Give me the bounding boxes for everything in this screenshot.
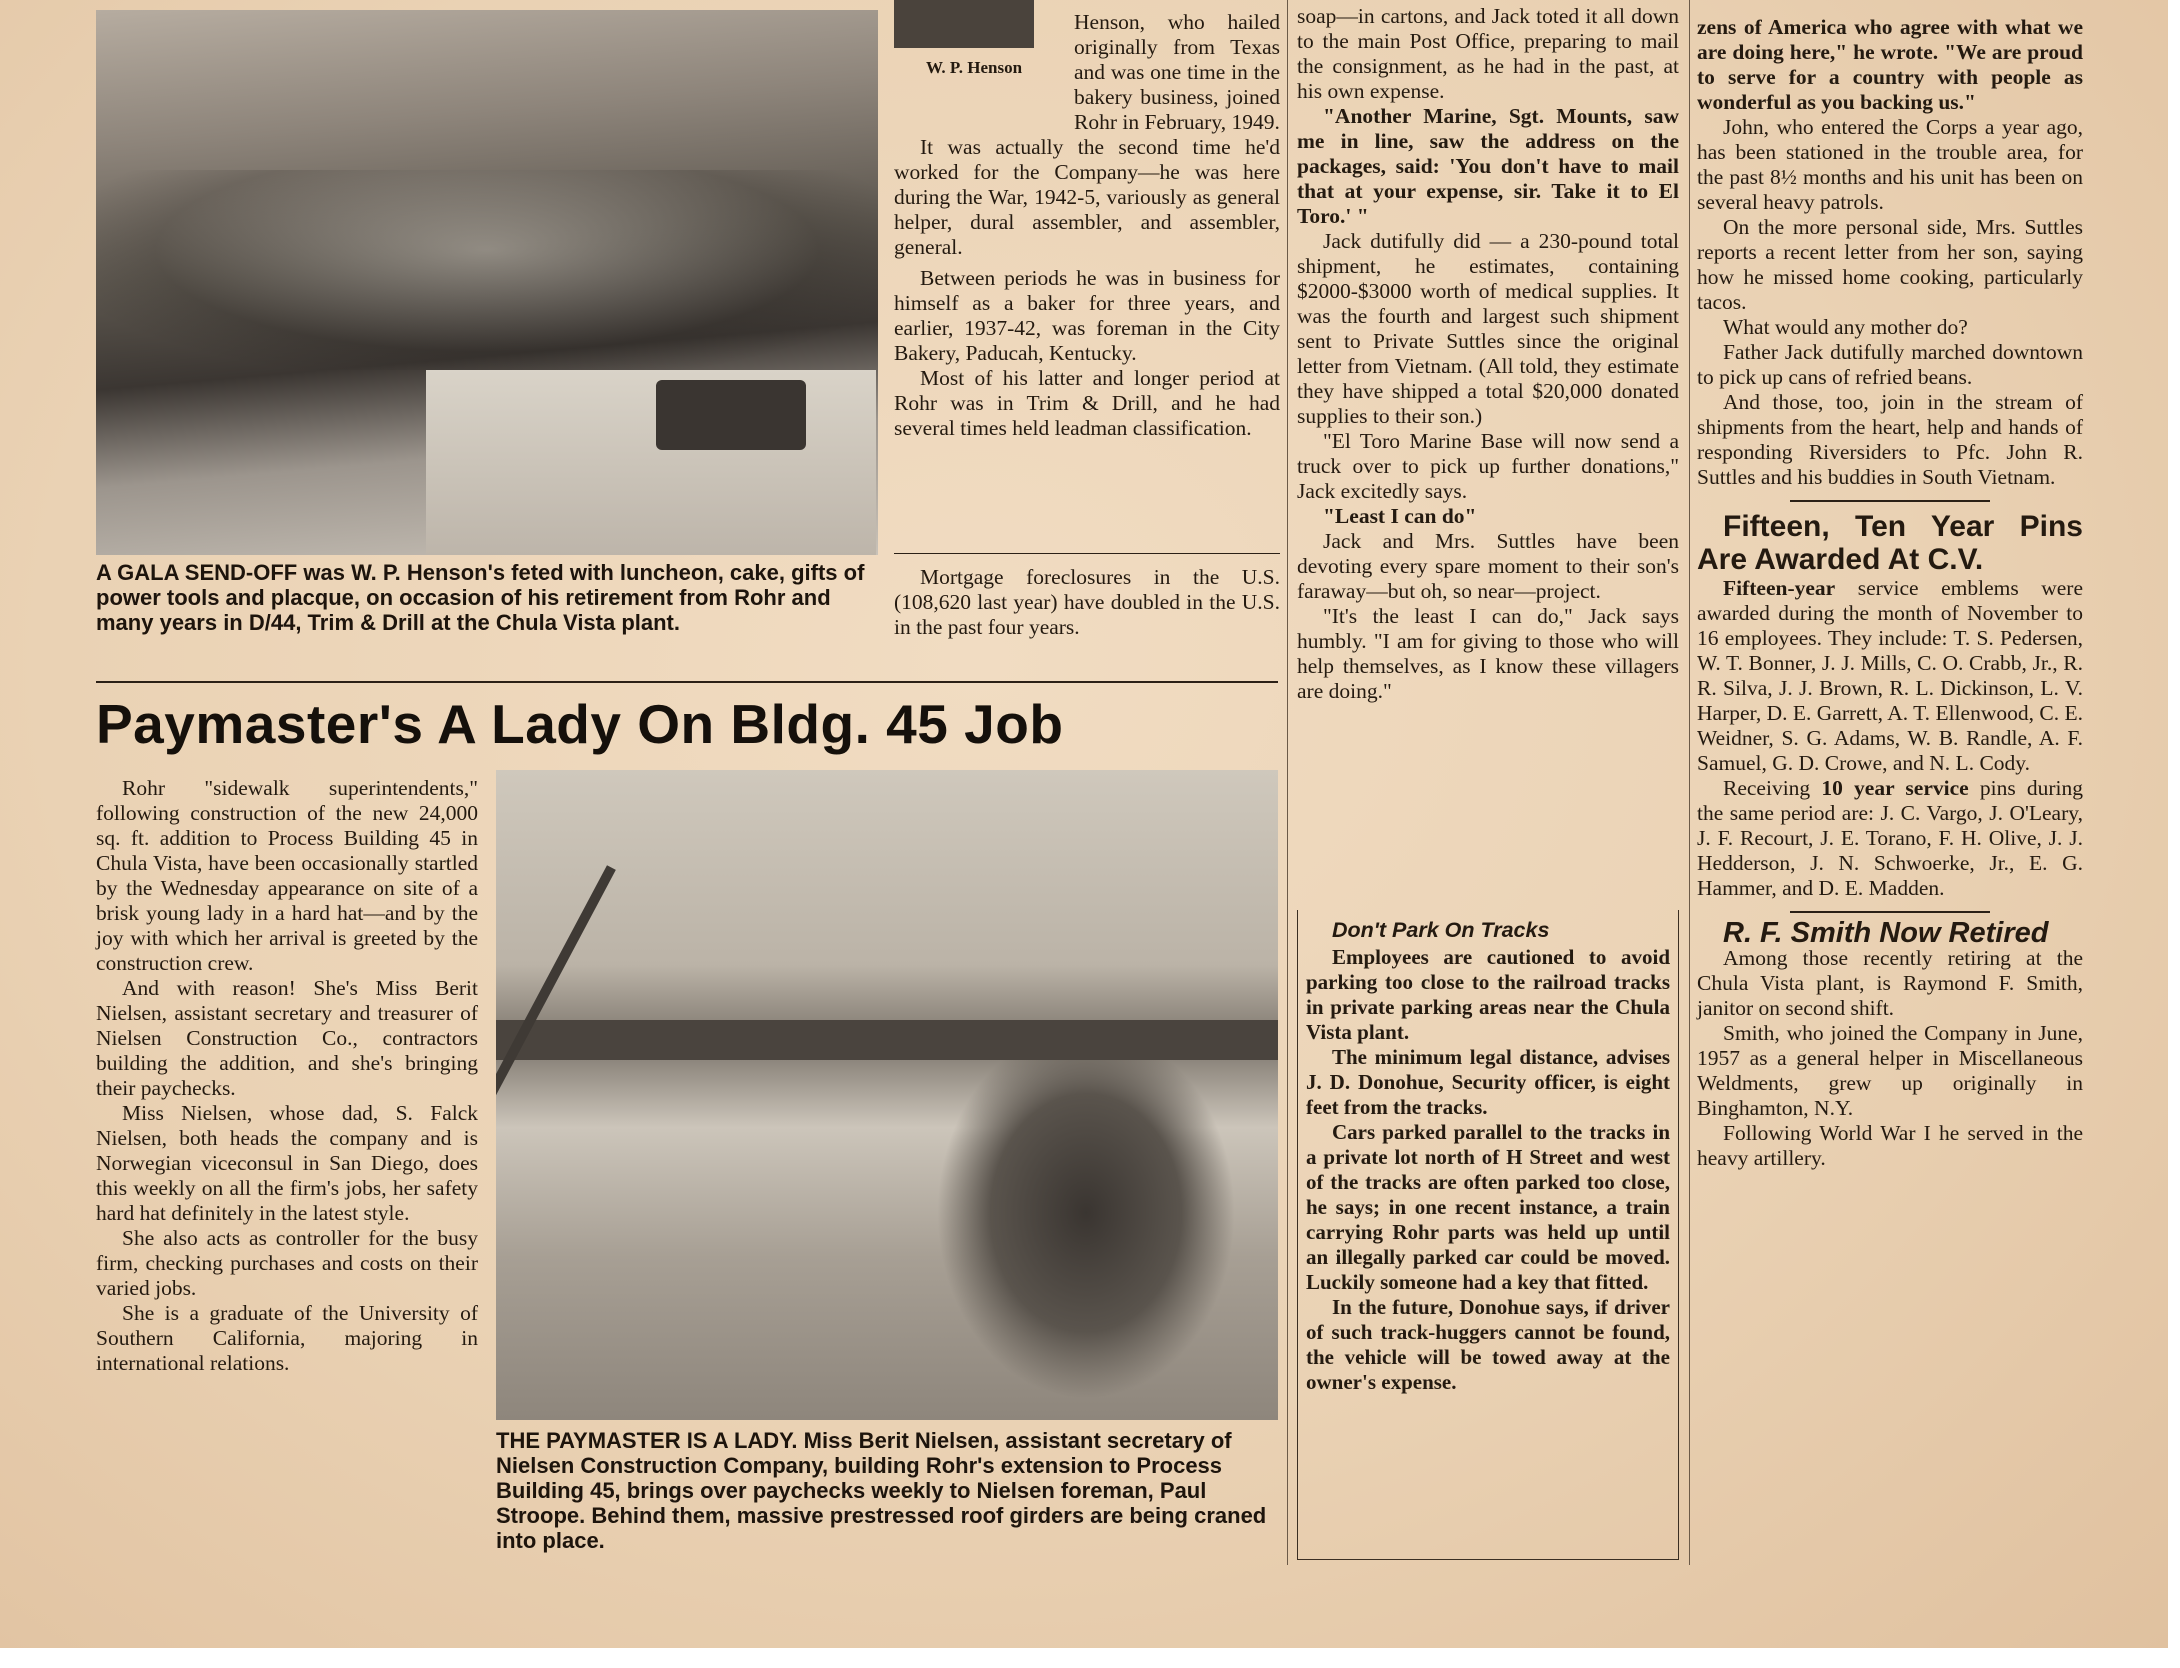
suttles-article-continued <box>1697 15 2083 1171</box>
henson-article <box>894 10 1280 135</box>
henson-portrait-label: W. P. Henson <box>925 58 1023 77</box>
pins-p1: Fifteen-year service emblems were awarded during the month of November to 16 employees. They include: T. S. Pedersen, W. T. Bonner, J. J. Mills, C. O. Crabb, Jr., R. R. Silva, J. J. Brown, R. L. Dickinson, L. V. Harper, D. E. Garrett, A. T. Ellenwood, C. E. Weidner, S. G. Adams, W. B. Randle, A. F. Samuel, G. D. Crowe, and N. L. Cody. <box>1697 576 2083 775</box>
paymaster-caption: THE PAYMASTER IS A LADY. Miss Berit Nielsen, assistant secretary of Nielsen Construction Company, building Rohr's extension to Process Building 45, brings over paychecks weekly to Nielsen foreman, Paul Stroope. Behind them, massive prestressed roof girders are being craned into place. <box>496 1428 1267 1553</box>
paymaster-p4: She also acts as controller for the busy firm, checking purchases and costs on their varied jobs. <box>96 1226 478 1300</box>
send-off-photo <box>96 10 878 555</box>
suttles-p2: "Another Marine, Sgt. Mounts, saw me in line, saw the address on the packages, said: 'You don't have to mail that at your expense, sir. Take it to El Toro.' " <box>1297 104 1679 228</box>
least-i-can-do-subhead: "Least I can do" <box>1323 504 1477 528</box>
paymaster-p5: She is a graduate of the University of Southern California, majoring in international relations. <box>96 1301 478 1375</box>
paymaster-p3: Miss Nielsen, whose dad, S. Falck Nielsen, both heads the company and is Norwegian viceconsul in San Diego, does this weekly on all the firm's jobs, her safety hard hat definitely in the latest style. <box>96 1101 478 1225</box>
tracks-p2: The minimum legal distance, advises J. D. Donohue, Security officer, is eight feet from the tracks. <box>1306 1045 1670 1119</box>
smith-p3: Following World War I he served in the heavy artillery. <box>1697 1121 2083 1170</box>
pins-p2: Receiving 10 year service pins during the same period are: J. C. Vargo, J. O'Leary, J. F. Recourt, J. E. Torano, F. H. Olive, J. J. Hedderson, J. N. Schwoerke, Jr., E. G. Hammer, and D. E. Madden. <box>1697 776 2084 900</box>
suttles-p8: John, who entered the Corps a year ago, has been stationed in the trouble area, for the past 8½ months and his unit has been on several heavy patrols. <box>1697 115 2083 214</box>
henson-p1: Henson, who hailed originally from Texas and was one time in the bakery business, joined Rohr in February, 1949. <box>1074 10 1280 134</box>
pins-title: Fifteen, Ten Year Pins Are Awarded At C.V. <box>1697 510 2083 576</box>
suttles-article <box>1297 4 1679 704</box>
suttles-p7: zens of America who agree with what we are doing here," he wrote. "We are proud to serve for a country with people as wonderful as you backing us." <box>1697 15 2083 114</box>
send-off-caption: A GALA SEND-OFF was W. P. Henson's feted with luncheon, cake, gifts of power tools and placque, on occasion of his retirement from Rohr and many years in D/44, Trim & Drill at the Chula Vista plant. <box>96 560 865 635</box>
suttles-p3: Jack dutifully did — a 230-pound total shipment, he estimates, containing $2000-$3000 worth of medical supplies. It was the fourth and largest such shipment sent to Private Suttles since the original letter from Vietnam. (All told, they estimate they have shipped a total $20,000 donated supplies to their son.) <box>1297 229 1679 428</box>
filler-rule <box>894 553 1280 554</box>
paymaster-photo <box>496 770 1278 1420</box>
paymaster-p2: And with reason! She's Miss Berit Nielsen, assistant secretary and treasurer of Nielsen Construction Co., contractors building the addition, and she's bringing their paychecks. <box>96 976 478 1100</box>
mortgage-filler: Mortgage foreclosures in the U.S. (108,620 last year) have doubled in the U.S. in the past four years. <box>894 565 1280 639</box>
suttles-p5: Jack and Mrs. Suttles have been devoting every spare moment to their son's faraway—but oh, so near—project. <box>1297 529 1679 603</box>
suttles-p12: And those, too, join in the stream of shipments from the heart, help and hands of responding Riversiders to Pfc. John R. Suttles and his buddies in South Vietnam. <box>1697 390 2083 489</box>
tracks-box-title: Don't Park On Tracks <box>1332 918 1550 942</box>
headline-top-rule <box>96 681 1278 683</box>
paymaster-headline: Paymaster's A Lady On Bldg. 45 Job <box>96 693 1064 755</box>
henson-p2: It was actually the second time he'd worked for the Company—he was here during the War, 1942-5, variously as general helper, dural assembler, and assembler, general. <box>894 135 1280 259</box>
tracks-p3: Cars parked parallel to the tracks in a private lot north of H Street and west of the tracks are often parked too close, he says; in one recent instance, a train carrying Rohr parts was held up until an illegally parked car could be moved. Luckily someone had a key that fitted. <box>1306 1120 1670 1294</box>
suttles-p10: What would any mother do? <box>1723 315 1968 339</box>
suttles-p4: "El Toro Marine Base will now send a truck over to pick up further donations," Jack excitedly says. <box>1297 429 1679 503</box>
suttles-p9: On the more personal side, Mrs. Suttles reports a recent letter from her son, saying how he missed home cooking, particularly tacos. <box>1697 215 2083 314</box>
tracks-box <box>1297 910 1679 1560</box>
smith-title: R. F. Smith Now Retired <box>1723 917 2049 949</box>
suttles-p6: "It's the least I can do," Jack says humbly. "I am for giving to those who will help themselves, as I know these villagers are doing." <box>1297 604 1679 703</box>
column-rule-3 <box>1287 0 1288 1565</box>
paymaster-p1: Rohr "sidewalk superintendents," following construction of the new 24,000 sq. ft. addition to Process Building 45 in Chula Vista, have been occasionally startled by the Wednesday appearance on site of a brisk young lady in a hard hat—and by the joy with which her arrival is greeted by the construction crew. <box>96 776 478 975</box>
henson-p3: Between periods he was in business for himself as a baker for three years, and earlier, 1937-42, was foreman in the City Bakery, Paducah, Kentucky. <box>894 266 1280 365</box>
pins-rule <box>1790 500 1990 502</box>
smith-p1: Among those recently retiring at the Chula Vista plant, is Raymond F. Smith, janitor on second shift. <box>1697 946 2083 1020</box>
smith-p2: Smith, who joined the Company in June, 1957 as a general helper in Miscellaneous Weldments, grew up originally in Binghamton, N.Y. <box>1697 1021 2083 1120</box>
tracks-p4: In the future, Donohue says, if driver of such track-huggers cannot be found, the vehicle will be towed away at the owner's expense. <box>1306 1295 1670 1394</box>
henson-article-body <box>894 135 1280 441</box>
paymaster-article <box>96 776 478 1376</box>
suttles-p11: Father Jack dutifully marched downtown to pick up cans of refried beans. <box>1697 340 2083 389</box>
column-rule-4 <box>1689 0 1690 1565</box>
suttles-p1: soap—in cartons, and Jack toted it all down to the main Post Office, preparing to mail the consignment, as he had in the past, at his own expense. <box>1297 4 1679 103</box>
henson-p4: Most of his latter and longer period at Rohr was in Trim & Drill, and he had several times held leadman classification. <box>894 366 1280 440</box>
tracks-p1: Employees are cautioned to avoid parking too close to the railroad tracks in private parking areas near the Chula Vista plant. <box>1306 945 1670 1044</box>
smith-rule <box>1790 911 1990 913</box>
